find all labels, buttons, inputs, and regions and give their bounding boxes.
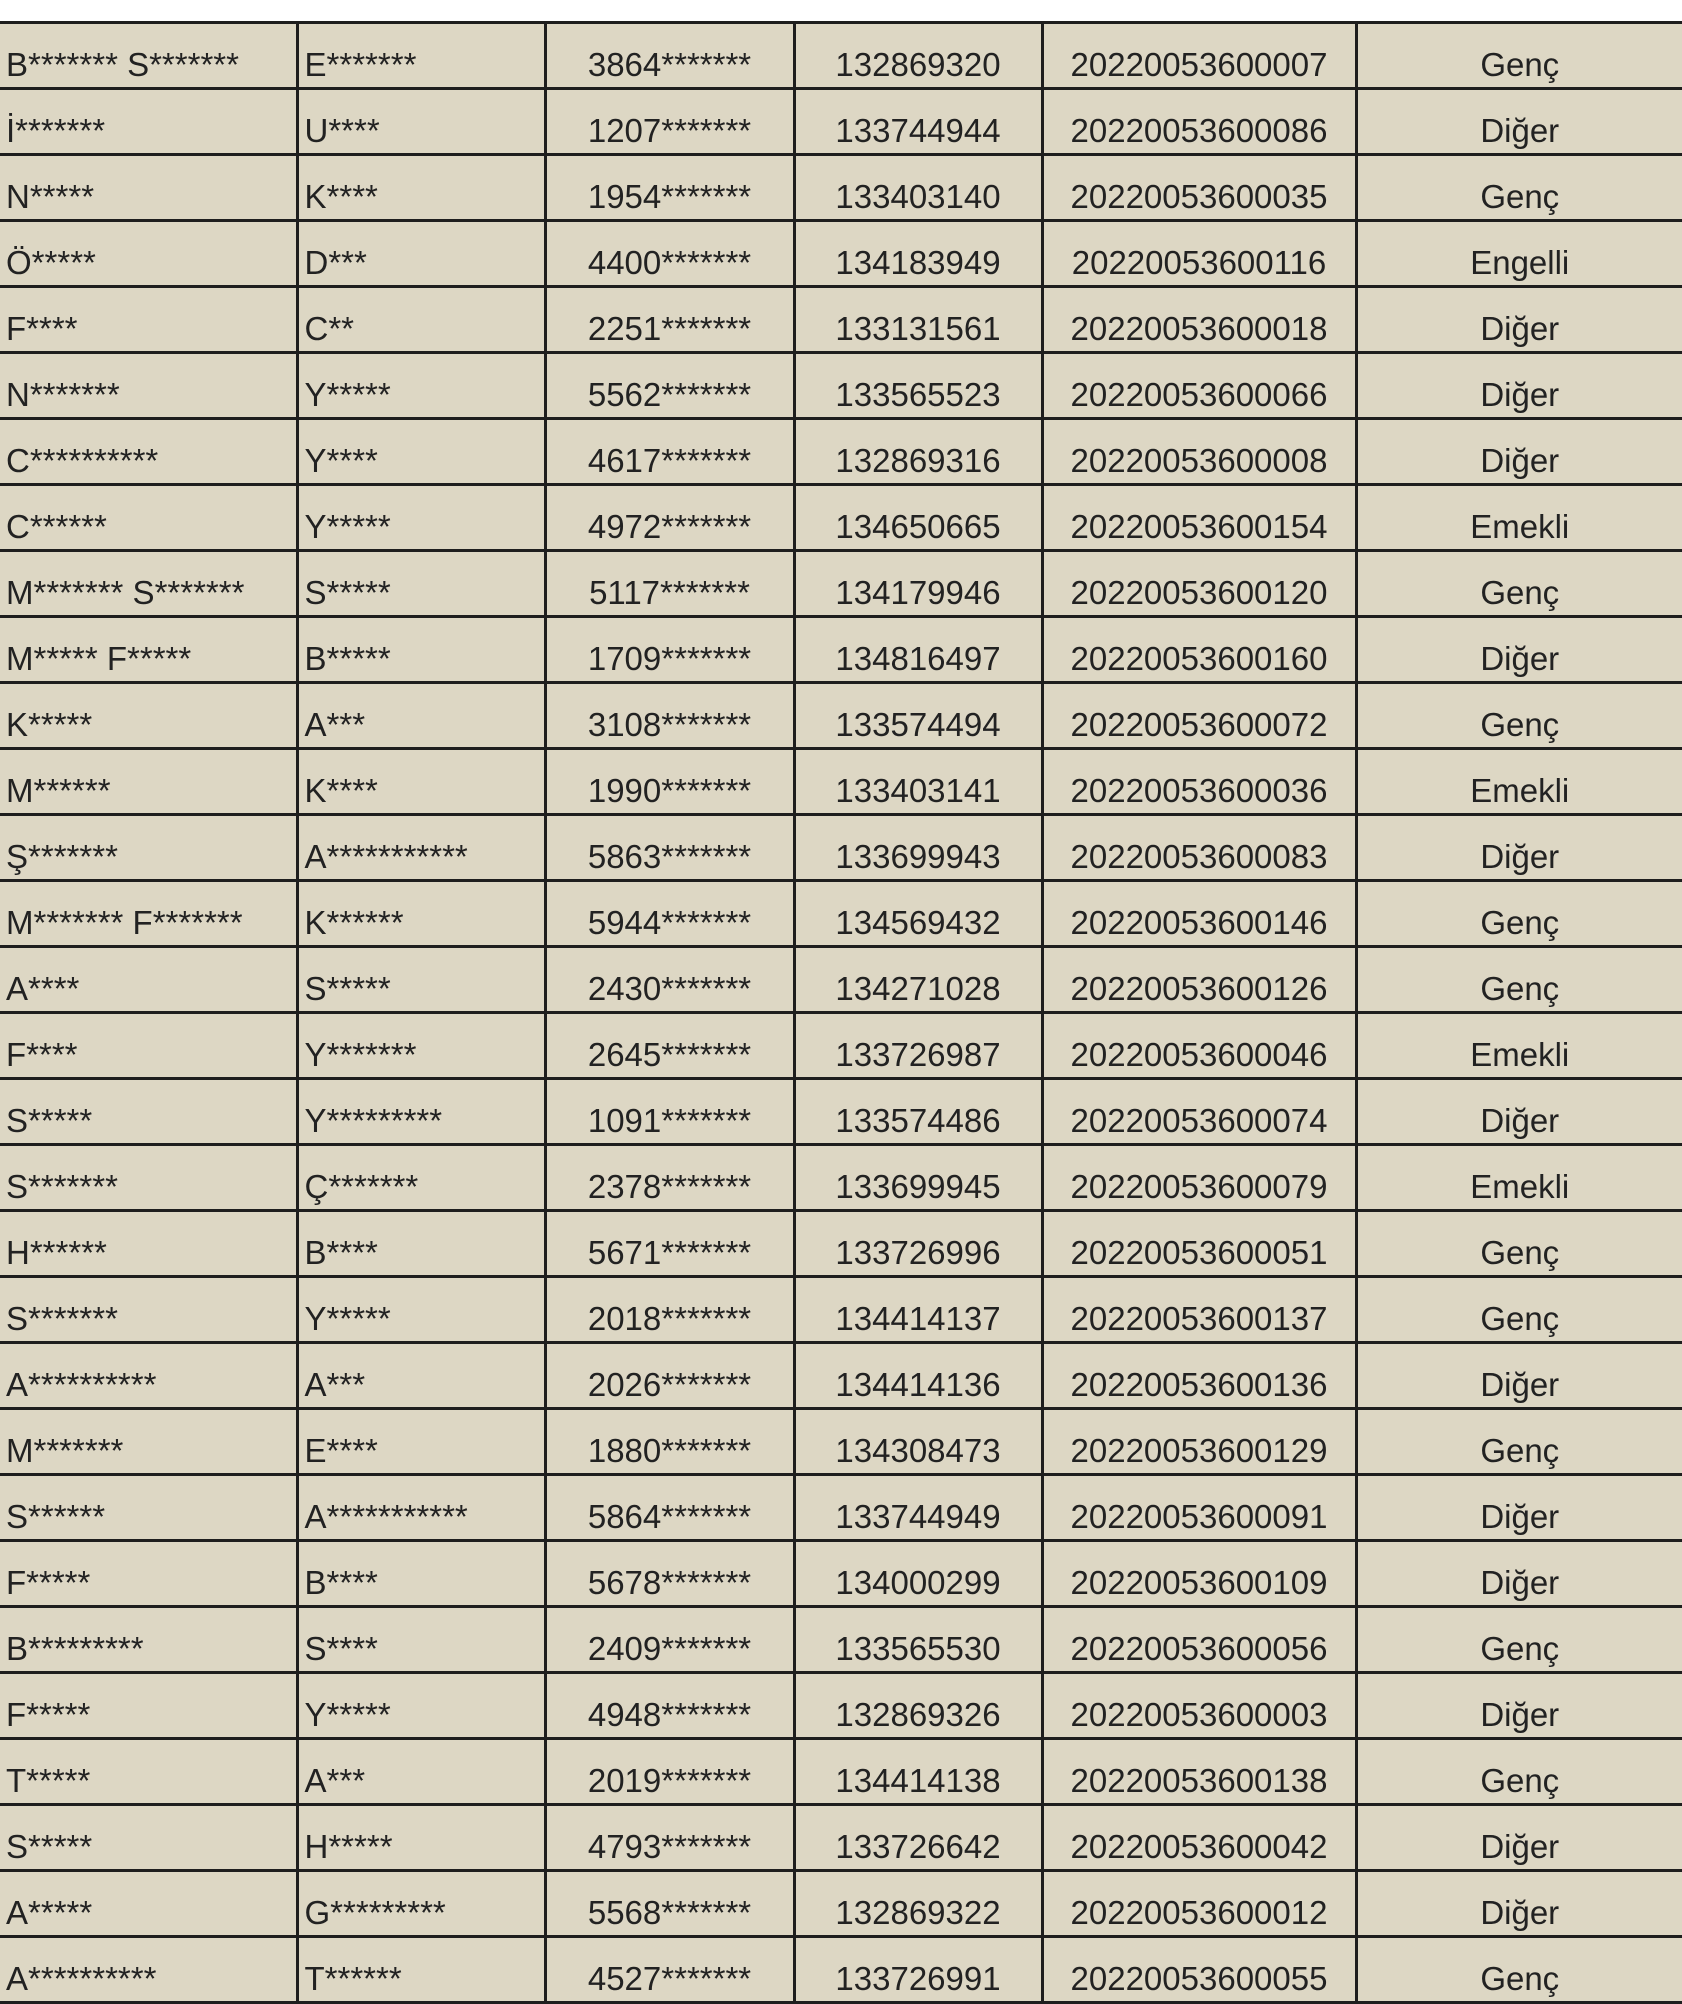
surname-cell: Y*****	[297, 353, 545, 419]
id-number-cell: 1880*******	[545, 1409, 794, 1475]
surname-cell: Y*****	[297, 1673, 545, 1739]
application-number-cell: 134650665	[794, 485, 1042, 551]
surname-cell: Y*******	[297, 1013, 545, 1079]
category-cell: Diğer	[1356, 1871, 1682, 1937]
surname-cell: Y****	[297, 419, 545, 485]
reference-number-cell: 20220053600046	[1042, 1013, 1356, 1079]
application-number-cell: 134000299	[794, 1541, 1042, 1607]
surname-cell: S*****	[297, 551, 545, 617]
surname-cell: B*****	[297, 617, 545, 683]
id-number-cell: 2378*******	[545, 1145, 794, 1211]
reference-number-cell: 20220053600003	[1042, 1673, 1356, 1739]
application-number-cell: 134308473	[794, 1409, 1042, 1475]
category-cell: Diğer	[1356, 419, 1682, 485]
id-number-cell: 2430*******	[545, 947, 794, 1013]
reference-number-cell: 20220053600091	[1042, 1475, 1356, 1541]
application-number-cell: 133574486	[794, 1079, 1042, 1145]
document-page	[0, 21, 1682, 2004]
surname-cell: A***	[297, 683, 545, 749]
table-body	[0, 23, 1682, 2003]
reference-number-cell: 20220053600126	[1042, 947, 1356, 1013]
table-row	[0, 881, 1682, 947]
category-cell: Diğer	[1356, 815, 1682, 881]
category-cell: Engelli	[1356, 221, 1682, 287]
surname-cell: Y*****	[297, 1277, 545, 1343]
surname-cell: E*******	[297, 23, 545, 89]
category-cell: Diğer	[1356, 1079, 1682, 1145]
table-row	[0, 683, 1682, 749]
id-number-cell: 4400*******	[545, 221, 794, 287]
reference-number-cell: 20220053600137	[1042, 1277, 1356, 1343]
name-cell: M*******	[0, 1409, 297, 1475]
name-cell: S*****	[0, 1805, 297, 1871]
category-cell: Diğer	[1356, 89, 1682, 155]
reference-number-cell: 20220053600116	[1042, 221, 1356, 287]
id-number-cell: 2645*******	[545, 1013, 794, 1079]
table-row	[0, 23, 1682, 89]
surname-cell: C**	[297, 287, 545, 353]
surname-cell: E****	[297, 1409, 545, 1475]
id-number-cell: 1954*******	[545, 155, 794, 221]
table-row	[0, 1343, 1682, 1409]
table-row	[0, 1607, 1682, 1673]
name-cell: İ*******	[0, 89, 297, 155]
application-number-cell: 134179946	[794, 551, 1042, 617]
application-number-cell: 133574494	[794, 683, 1042, 749]
surname-cell: A***	[297, 1739, 545, 1805]
name-cell: A**********	[0, 1937, 297, 2003]
application-number-cell: 133744949	[794, 1475, 1042, 1541]
table-row	[0, 1673, 1682, 1739]
category-cell: Diğer	[1356, 1541, 1682, 1607]
id-number-cell: 4948*******	[545, 1673, 794, 1739]
applicant-table	[0, 21, 1682, 2004]
reference-number-cell: 20220053600074	[1042, 1079, 1356, 1145]
category-cell: Genç	[1356, 1277, 1682, 1343]
name-cell: B******* S*******	[0, 23, 297, 89]
table-row	[0, 1739, 1682, 1805]
reference-number-cell: 20220053600120	[1042, 551, 1356, 617]
surname-cell: A***********	[297, 815, 545, 881]
category-cell: Diğer	[1356, 1343, 1682, 1409]
name-cell: B*********	[0, 1607, 297, 1673]
category-cell: Diğer	[1356, 617, 1682, 683]
name-cell: F*****	[0, 1673, 297, 1739]
reference-number-cell: 20220053600109	[1042, 1541, 1356, 1607]
table-row	[0, 221, 1682, 287]
reference-number-cell: 20220053600160	[1042, 617, 1356, 683]
id-number-cell: 2409*******	[545, 1607, 794, 1673]
table-row	[0, 287, 1682, 353]
reference-number-cell: 20220053600136	[1042, 1343, 1356, 1409]
table-row	[0, 485, 1682, 551]
id-number-cell: 4527*******	[545, 1937, 794, 2003]
category-cell: Genç	[1356, 1211, 1682, 1277]
reference-number-cell: 20220053600018	[1042, 287, 1356, 353]
category-cell: Diğer	[1356, 1673, 1682, 1739]
application-number-cell: 133699945	[794, 1145, 1042, 1211]
application-number-cell: 133726996	[794, 1211, 1042, 1277]
application-number-cell: 133131561	[794, 287, 1042, 353]
table-row	[0, 1409, 1682, 1475]
category-cell: Genç	[1356, 1409, 1682, 1475]
category-cell: Emekli	[1356, 1013, 1682, 1079]
surname-cell: K****	[297, 155, 545, 221]
reference-number-cell: 20220053600066	[1042, 353, 1356, 419]
category-cell: Genç	[1356, 881, 1682, 947]
name-cell: F****	[0, 1013, 297, 1079]
name-cell: Ş*******	[0, 815, 297, 881]
name-cell: A**********	[0, 1343, 297, 1409]
application-number-cell: 134414136	[794, 1343, 1042, 1409]
application-number-cell: 134414137	[794, 1277, 1042, 1343]
category-cell: Genç	[1356, 1739, 1682, 1805]
table-row	[0, 947, 1682, 1013]
name-cell: M******* S*******	[0, 551, 297, 617]
id-number-cell: 3108*******	[545, 683, 794, 749]
reference-number-cell: 20220053600086	[1042, 89, 1356, 155]
id-number-cell: 4617*******	[545, 419, 794, 485]
id-number-cell: 2018*******	[545, 1277, 794, 1343]
application-number-cell: 132869326	[794, 1673, 1042, 1739]
id-number-cell: 1990*******	[545, 749, 794, 815]
reference-number-cell: 20220053600035	[1042, 155, 1356, 221]
reference-number-cell: 20220053600008	[1042, 419, 1356, 485]
table-row	[0, 1805, 1682, 1871]
table-row	[0, 1475, 1682, 1541]
surname-cell: H*****	[297, 1805, 545, 1871]
application-number-cell: 133403141	[794, 749, 1042, 815]
id-number-cell: 5117*******	[545, 551, 794, 617]
reference-number-cell: 20220053600154	[1042, 485, 1356, 551]
table-row	[0, 1541, 1682, 1607]
surname-cell: Y*********	[297, 1079, 545, 1145]
application-number-cell: 133403140	[794, 155, 1042, 221]
surname-cell: U****	[297, 89, 545, 155]
surname-cell: A***	[297, 1343, 545, 1409]
category-cell: Diğer	[1356, 287, 1682, 353]
id-number-cell: 2026*******	[545, 1343, 794, 1409]
surname-cell: S****	[297, 1607, 545, 1673]
application-number-cell: 133726991	[794, 1937, 1042, 2003]
category-cell: Genç	[1356, 155, 1682, 221]
id-number-cell: 2019*******	[545, 1739, 794, 1805]
table-row	[0, 1013, 1682, 1079]
id-number-cell: 5944*******	[545, 881, 794, 947]
name-cell: T*****	[0, 1739, 297, 1805]
name-cell: M******	[0, 749, 297, 815]
table-row	[0, 1079, 1682, 1145]
category-cell: Genç	[1356, 23, 1682, 89]
category-cell: Emekli	[1356, 1145, 1682, 1211]
table-row	[0, 1277, 1682, 1343]
table-row	[0, 815, 1682, 881]
application-number-cell: 133565530	[794, 1607, 1042, 1673]
application-number-cell: 134271028	[794, 947, 1042, 1013]
reference-number-cell: 20220053600036	[1042, 749, 1356, 815]
reference-number-cell: 20220053600083	[1042, 815, 1356, 881]
reference-number-cell: 20220053600138	[1042, 1739, 1356, 1805]
name-cell: S*******	[0, 1145, 297, 1211]
table-row	[0, 353, 1682, 419]
table-row	[0, 749, 1682, 815]
application-number-cell: 134414138	[794, 1739, 1042, 1805]
reference-number-cell: 20220053600072	[1042, 683, 1356, 749]
category-cell: Diğer	[1356, 353, 1682, 419]
id-number-cell: 4793*******	[545, 1805, 794, 1871]
name-cell: F****	[0, 287, 297, 353]
name-cell: M******* F*******	[0, 881, 297, 947]
table-row	[0, 155, 1682, 221]
reference-number-cell: 20220053600079	[1042, 1145, 1356, 1211]
id-number-cell: 5568*******	[545, 1871, 794, 1937]
surname-cell: A***********	[297, 1475, 545, 1541]
application-number-cell: 133565523	[794, 353, 1042, 419]
application-number-cell: 133744944	[794, 89, 1042, 155]
name-cell: H******	[0, 1211, 297, 1277]
name-cell: N*******	[0, 353, 297, 419]
surname-cell: T******	[297, 1937, 545, 2003]
id-number-cell: 3864*******	[545, 23, 794, 89]
name-cell: F*****	[0, 1541, 297, 1607]
surname-cell: Ç*******	[297, 1145, 545, 1211]
surname-cell: K******	[297, 881, 545, 947]
category-cell: Diğer	[1356, 1805, 1682, 1871]
table-row	[0, 617, 1682, 683]
application-number-cell: 134816497	[794, 617, 1042, 683]
reference-number-cell: 20220053600012	[1042, 1871, 1356, 1937]
name-cell: Ö*****	[0, 221, 297, 287]
name-cell: K*****	[0, 683, 297, 749]
table-row	[0, 419, 1682, 485]
category-cell: Genç	[1356, 1607, 1682, 1673]
application-number-cell: 133726987	[794, 1013, 1042, 1079]
category-cell: Diğer	[1356, 1475, 1682, 1541]
table-row	[0, 89, 1682, 155]
table-row	[0, 1871, 1682, 1937]
application-number-cell: 133726642	[794, 1805, 1042, 1871]
table-row	[0, 1937, 1682, 2003]
application-number-cell: 132869316	[794, 419, 1042, 485]
category-cell: Emekli	[1356, 749, 1682, 815]
category-cell: Genç	[1356, 551, 1682, 617]
reference-number-cell: 20220053600051	[1042, 1211, 1356, 1277]
name-cell: M***** F*****	[0, 617, 297, 683]
id-number-cell: 5562*******	[545, 353, 794, 419]
id-number-cell: 5671*******	[545, 1211, 794, 1277]
reference-number-cell: 20220053600056	[1042, 1607, 1356, 1673]
id-number-cell: 5678*******	[545, 1541, 794, 1607]
surname-cell: Y*****	[297, 485, 545, 551]
name-cell: N*****	[0, 155, 297, 221]
id-number-cell: 2251*******	[545, 287, 794, 353]
reference-number-cell: 20220053600146	[1042, 881, 1356, 947]
category-cell: Genç	[1356, 683, 1682, 749]
application-number-cell: 132869322	[794, 1871, 1042, 1937]
application-number-cell: 133699943	[794, 815, 1042, 881]
id-number-cell: 1207*******	[545, 89, 794, 155]
application-number-cell: 132869320	[794, 23, 1042, 89]
id-number-cell: 5863*******	[545, 815, 794, 881]
table-row	[0, 1211, 1682, 1277]
surname-cell: S*****	[297, 947, 545, 1013]
id-number-cell: 5864*******	[545, 1475, 794, 1541]
surname-cell: D***	[297, 221, 545, 287]
id-number-cell: 4972*******	[545, 485, 794, 551]
application-number-cell: 134183949	[794, 221, 1042, 287]
name-cell: S*****	[0, 1079, 297, 1145]
surname-cell: B****	[297, 1541, 545, 1607]
surname-cell: B****	[297, 1211, 545, 1277]
category-cell: Genç	[1356, 947, 1682, 1013]
table-row	[0, 1145, 1682, 1211]
application-number-cell: 134569432	[794, 881, 1042, 947]
surname-cell: G*********	[297, 1871, 545, 1937]
name-cell: A****	[0, 947, 297, 1013]
name-cell: A*****	[0, 1871, 297, 1937]
reference-number-cell: 20220053600042	[1042, 1805, 1356, 1871]
category-cell: Genç	[1356, 1937, 1682, 2003]
reference-number-cell: 20220053600055	[1042, 1937, 1356, 2003]
surname-cell: K****	[297, 749, 545, 815]
name-cell: S*******	[0, 1277, 297, 1343]
id-number-cell: 1709*******	[545, 617, 794, 683]
name-cell: C**********	[0, 419, 297, 485]
reference-number-cell: 20220053600129	[1042, 1409, 1356, 1475]
name-cell: S******	[0, 1475, 297, 1541]
id-number-cell: 1091*******	[545, 1079, 794, 1145]
table-row	[0, 551, 1682, 617]
reference-number-cell: 20220053600007	[1042, 23, 1356, 89]
category-cell: Emekli	[1356, 485, 1682, 551]
name-cell: C******	[0, 485, 297, 551]
